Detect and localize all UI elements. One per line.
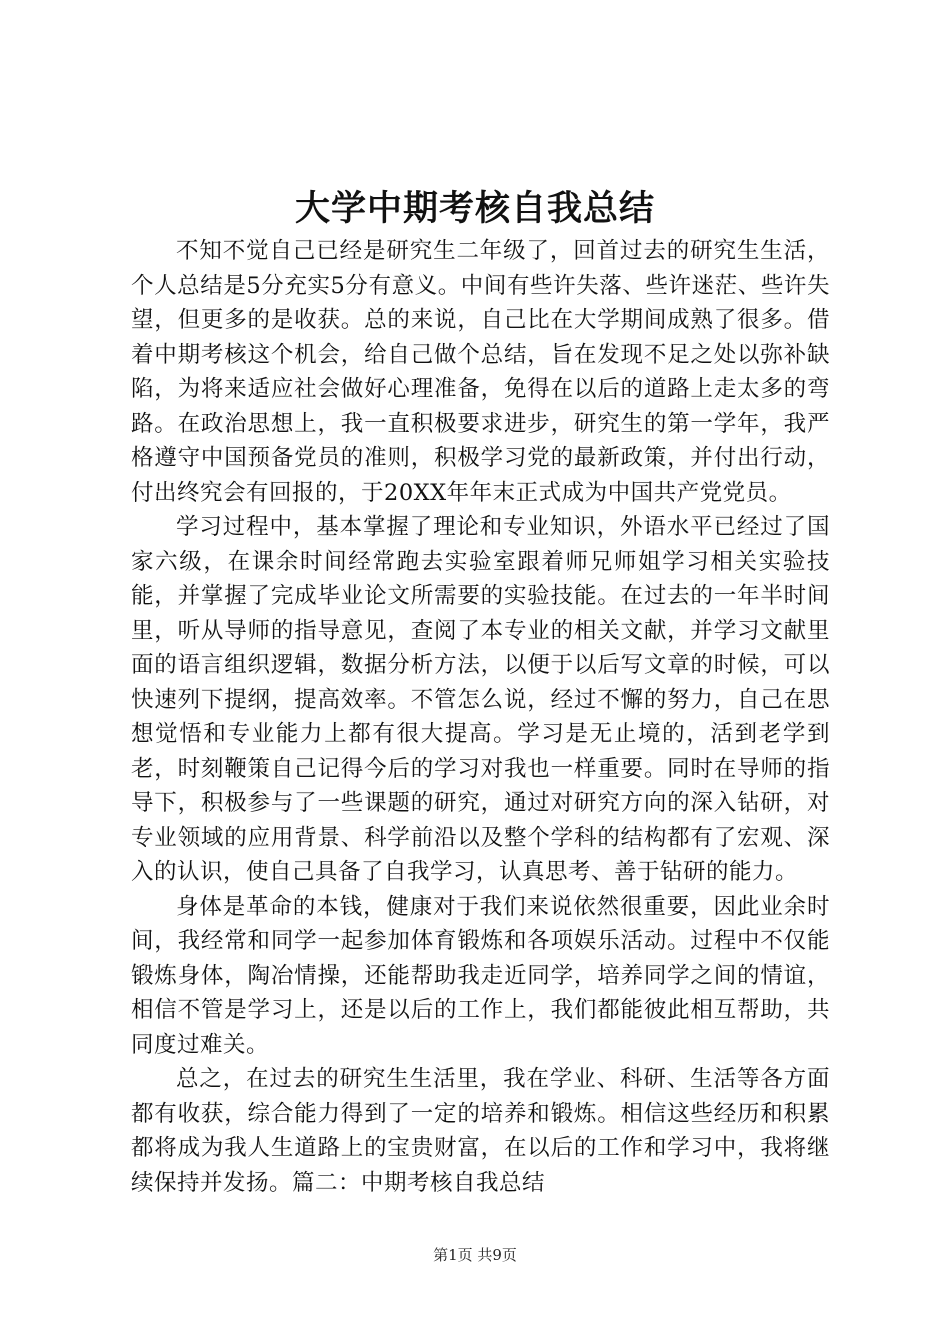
document-title: 大学中期考核自我总结	[294, 188, 655, 229]
paragraph-2: 学习过程中，基本掌握了理论和专业知识，外语水平已经过了国家六级，在课余时间经常跑去实验室跟着师兄师姐学习相关实验技能，并掌握了完成毕业论文所需要的实验技能。在过去的一年半时间里，听从导师的指导意见，查阅了本专业的相关文献，并学习文献里面的语言组织逻辑，数据分析方法，以便于以后写文章的时候，可以快速列下提纲，提高效率。不管怎么说，经过不懈的努力，自己在思想觉悟和专业能力上都有很大提高。学习是无止境的，活到老学到老，时刻鞭策自己记得今后的学习对我也一样重要。同时在导师的指导下，积极参与了一些课题的研究，通过对研究方向的深入钻研，对专业领域的应用背景、科学前沿以及整个学科的结构都有了宏观、深入的认识，使自己具备了自我学习，认真思考、善于钻研的能力。	[131, 514, 830, 885]
paragraph-1: 不知不觉自己已经是研究生二年级了，回首过去的研究生生活，个人总结是5分充实5分有意义。中间有些许失落、些许迷茫、些许失望，但更多的是收获。总的来说，自己比在大学期间成熟了很多。借着中期考核这个机会，给自己做个总结，旨在发现不足之处以弥补缺陷，为将来适应社会做好心理准备，免得在以后的道路上走太多的弯路。在政治思想上，我一直积极要求进步，研究生的第一学年，我严格遵守中国预备党员的准则，积极学习党的最新政策，并付出行动，付出终究会有回报的，于20XX年年末正式成为中国共产党党员。	[131, 238, 830, 506]
paragraph-4: 总之，在过去的研究生生活里，我在学业、科研、生活等各方面都有收获，综合能力得到了一定的培养和锻炼。相信这些经历和积累都将成为我人生道路上的宝贵财富，在以后的工作和学习中，我将继续保持并发扬。篇二：中期考核自我总结	[131, 1066, 830, 1196]
page-number-footer: 第1页 共9页	[433, 1246, 517, 1264]
document-body	[131, 234, 830, 1200]
paragraph-3: 身体是革命的本钱，健康对于我们来说依然很重要，因此业余时间，我经常和同学一起参加体育锻炼和各项娱乐活动。过程中不仅能锻炼身体，陶冶情操，还能帮助我走近同学，培养同学之间的情谊，相信不管是学习上，还是以后的工作上，我们都能彼此相互帮助，共同度过难关。	[131, 893, 830, 1058]
